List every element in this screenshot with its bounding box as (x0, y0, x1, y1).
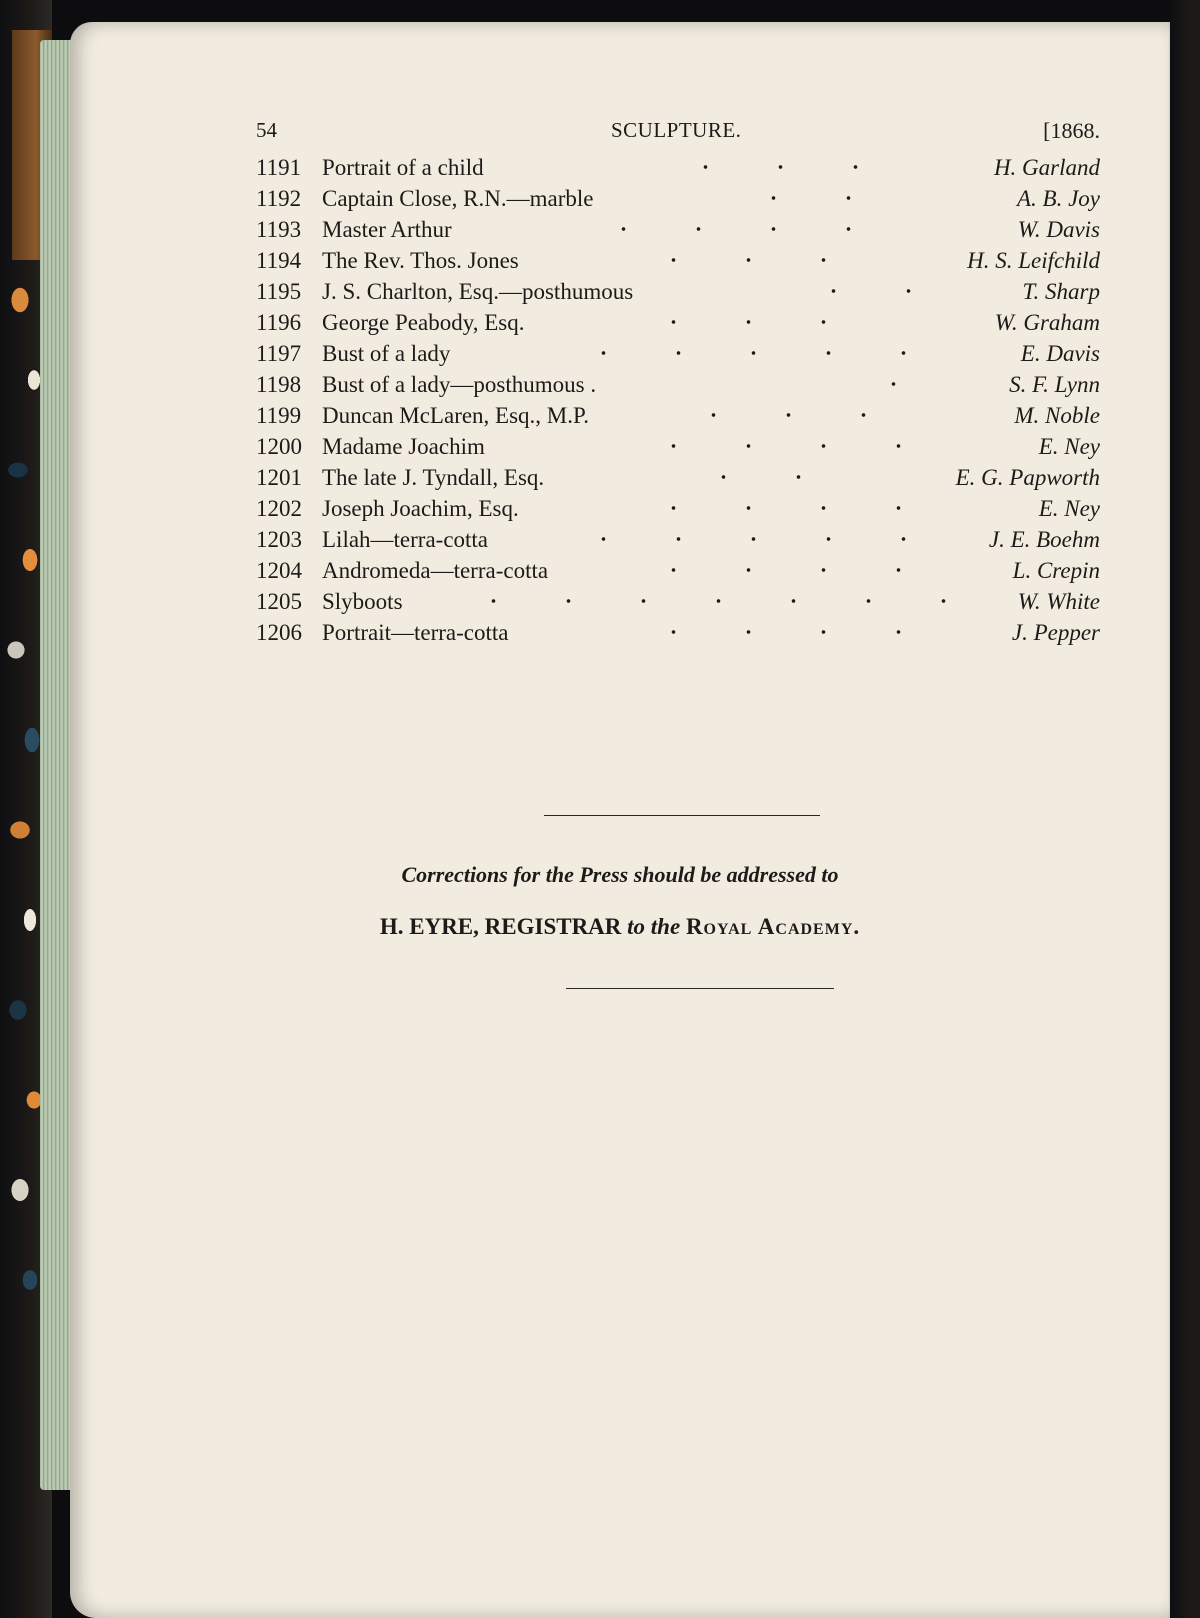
entry-title: Joseph Joachim, Esq. (322, 496, 519, 521)
leader-dots (856, 381, 900, 387)
registrar-name: H. EYRE, REGISTRAR (379, 914, 622, 939)
catalogue-entry (256, 586, 1100, 617)
catalogue-entry (256, 493, 1100, 524)
page-gutter-shadow (1168, 0, 1200, 1618)
registrar-to: to the (627, 914, 681, 939)
entry-number: 1202 (256, 496, 302, 521)
catalogue-entry (256, 276, 1100, 307)
entry-title: Duncan McLaren, Esq., M.P. (322, 403, 590, 428)
leader-dots (686, 474, 860, 480)
catalogue-entry (256, 431, 1100, 462)
leader-dots (586, 226, 920, 232)
leader-dots (636, 443, 920, 449)
entry-title: George Peabody, Esq. (322, 310, 525, 335)
entry-title: Bust of a lady—posthumous . (322, 372, 597, 397)
entry-title: Lilah—terra-cotta (322, 527, 489, 552)
entry-title: Slyboots (322, 589, 403, 614)
page-number: 54 (256, 118, 277, 142)
leader-dots (636, 319, 880, 325)
entry-number: 1200 (256, 434, 302, 459)
entry-title: Andromeda—terra-cotta (322, 558, 549, 583)
entry-title: Captain Close, R.N.—marble (322, 186, 594, 211)
divider-rule (544, 815, 820, 816)
entry-title: Portrait—terra-cotta (322, 620, 509, 645)
entry-number: 1204 (256, 558, 302, 583)
entry-artist: H. S. Leifchild (967, 248, 1100, 273)
section-title: SCULPTURE. (611, 118, 742, 142)
leader-dots (566, 536, 950, 542)
entry-artist: E. Ney (1038, 496, 1100, 521)
catalogue-entry (256, 245, 1100, 276)
entry-title: Master Arthur (322, 217, 452, 242)
entry-number: 1206 (256, 620, 302, 645)
entry-artist: H. Garland (993, 155, 1100, 180)
catalogue-entry (256, 307, 1100, 338)
entry-number: 1203 (256, 527, 302, 552)
entry-title: J. S. Charlton, Esq.—posthumous (322, 279, 634, 304)
catalogue-entry (256, 369, 1100, 400)
catalogue-entry (256, 555, 1100, 586)
entry-number: 1192 (256, 186, 302, 211)
leader-dots (796, 288, 920, 294)
registrar-line (70, 914, 1170, 940)
leader-dots (636, 629, 920, 635)
leader-dots (456, 598, 955, 604)
entry-artist: L. Crepin (1012, 558, 1100, 583)
leader-dots (668, 164, 920, 170)
entry-artist: A. B. Joy (1016, 186, 1100, 211)
entry-number: 1201 (256, 465, 302, 490)
entry-number: 1195 (256, 279, 302, 304)
registrar-academy: Royal Academy. (685, 914, 861, 939)
entry-artist: S. F. Lynn (1009, 372, 1100, 397)
leader-dots (636, 505, 920, 511)
entry-artist: W. Davis (1017, 217, 1100, 242)
entry-number: 1191 (256, 155, 302, 180)
entry-title: The Rev. Thos. Jones (322, 248, 519, 273)
entry-title: The late J. Tyndall, Esq. (322, 465, 545, 490)
leader-dots (736, 195, 920, 201)
catalogue-entry (256, 524, 1100, 555)
entry-artist: J. Pepper (1011, 620, 1100, 645)
entry-artist: W. White (1017, 589, 1100, 614)
entry-artist: J. E. Boehm (988, 527, 1100, 552)
entry-artist: W. Graham (994, 310, 1100, 335)
leader-dots (636, 567, 920, 573)
page-content (256, 112, 1100, 648)
entry-title: Madame Joachim (322, 434, 485, 459)
catalogue-entry (256, 183, 1100, 214)
entry-title: Portrait of a child (322, 155, 484, 180)
corrections-note: Corrections for the Press should be addressed to (401, 862, 839, 887)
catalogue-entry (256, 152, 1100, 183)
entry-artist: T. Sharp (1022, 279, 1100, 304)
catalogue-entry (256, 338, 1100, 369)
year-label: [1868. (1043, 118, 1100, 143)
entry-artist: E. G. Papworth (955, 465, 1100, 490)
entry-number: 1198 (256, 372, 302, 397)
catalogue-entry (256, 214, 1100, 245)
catalogue-entry (256, 400, 1100, 431)
entry-number: 1199 (256, 403, 302, 428)
entry-number: 1205 (256, 589, 302, 614)
divider-rule (566, 988, 834, 989)
entry-number: 1194 (256, 248, 302, 273)
entry-number: 1193 (256, 217, 302, 242)
entry-artist: E. Ney (1038, 434, 1100, 459)
catalogue-entry (256, 617, 1100, 648)
page-header (256, 112, 1100, 152)
entry-artist: E. Davis (1020, 341, 1100, 366)
catalogue-list (256, 152, 1100, 648)
leader-dots (566, 350, 920, 356)
leader-dots (636, 257, 880, 263)
entry-artist: M. Noble (1014, 403, 1100, 428)
catalogue-entry (256, 462, 1100, 493)
leader-dots (676, 412, 920, 418)
entry-number: 1197 (256, 341, 302, 366)
entry-number: 1196 (256, 310, 302, 335)
entry-title: Bust of a lady (322, 341, 451, 366)
